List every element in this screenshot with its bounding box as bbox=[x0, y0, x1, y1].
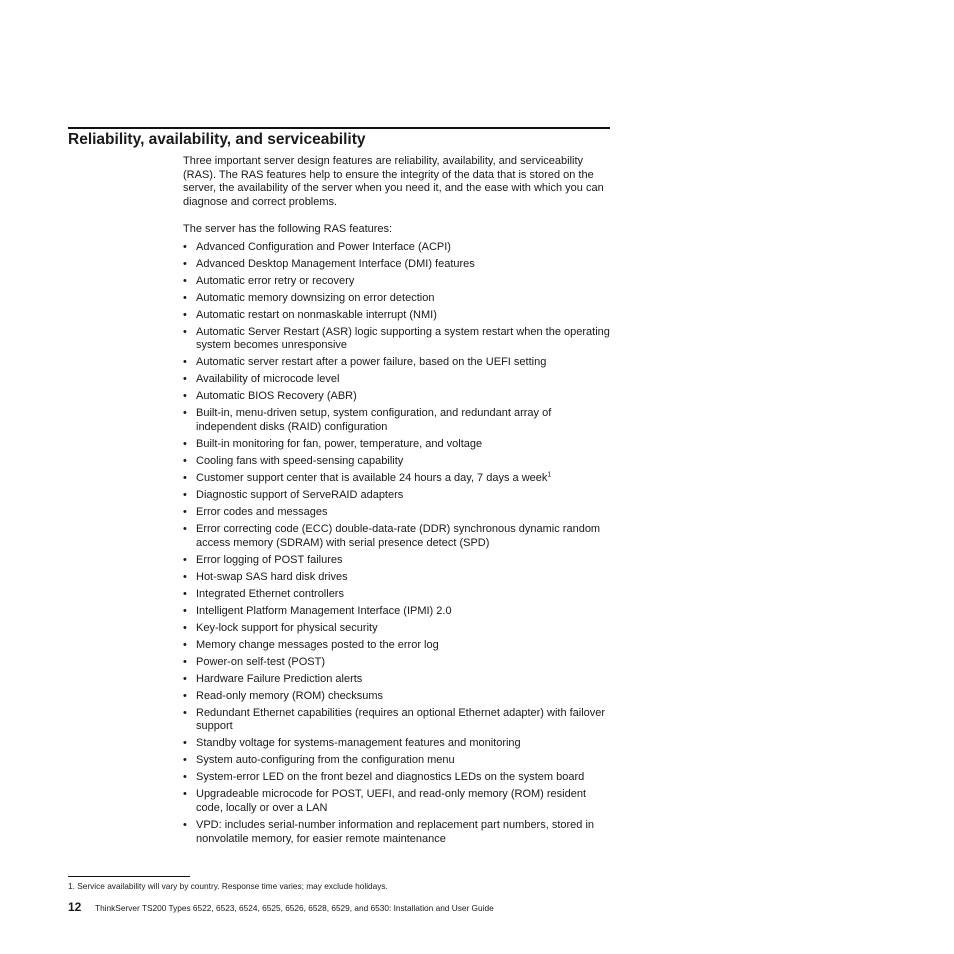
feature-item bbox=[183, 588, 613, 602]
bullet-icon: • bbox=[183, 291, 187, 304]
feature-text: Automatic BIOS Recovery (ABR) bbox=[196, 390, 357, 403]
feature-item bbox=[183, 754, 613, 768]
bullet-icon: • bbox=[183, 754, 187, 767]
feature-item bbox=[183, 819, 613, 846]
features-list bbox=[183, 241, 613, 847]
feature-item bbox=[183, 656, 613, 670]
feature-text: Automatic server restart after a power failure, based on the UEFI setting bbox=[196, 356, 547, 369]
feature-text: Diagnostic support of ServeRAID adapters bbox=[196, 488, 404, 501]
bullet-icon: • bbox=[183, 308, 187, 321]
bullet-icon: • bbox=[183, 454, 187, 467]
footnote-rule bbox=[68, 876, 190, 877]
bullet-icon: • bbox=[183, 819, 187, 832]
feature-text: System-error LED on the front bezel and diagnostics LEDs on the system board bbox=[196, 771, 585, 784]
feature-item bbox=[183, 455, 613, 469]
feature-text: Upgradeable microcode for POST, UEFI, and read-only memory (ROM) resident code, locally or over a LAN bbox=[196, 788, 587, 815]
bullet-icon: • bbox=[183, 373, 187, 386]
feature-item bbox=[183, 373, 613, 387]
feature-item bbox=[183, 771, 613, 785]
feature-item bbox=[183, 737, 613, 751]
feature-text: Customer support center that is available 24 hours a day, 7 days a week bbox=[196, 471, 548, 484]
feature-text: VPD: includes serial-number information and replacement part numbers, stored in nonvolatile memory, for easier remote maintenance bbox=[196, 819, 595, 845]
bullet-icon: • bbox=[183, 604, 187, 617]
bullet-icon: • bbox=[183, 638, 187, 651]
feature-item bbox=[183, 605, 613, 619]
feature-text: Integrated Ethernet controllers bbox=[196, 587, 344, 600]
feature-text: Automatic Server Restart (ASR) logic supporting a system restart when the operating system becomes unresponsive bbox=[196, 325, 610, 352]
feature-text: Advanced Configuration and Power Interface (ACPI) bbox=[196, 240, 451, 253]
bullet-icon: • bbox=[183, 325, 187, 338]
bullet-icon: • bbox=[183, 587, 187, 600]
feature-text: Hot-swap SAS hard disk drives bbox=[196, 570, 348, 583]
bullet-icon: • bbox=[183, 488, 187, 501]
bullet-icon: • bbox=[183, 570, 187, 583]
feature-text: Key-lock support for physical security bbox=[196, 621, 378, 634]
feature-item bbox=[183, 292, 613, 306]
feature-item bbox=[183, 407, 613, 434]
bullet-icon: • bbox=[183, 655, 187, 668]
feature-text: Hardware Failure Prediction alerts bbox=[196, 672, 363, 685]
bullet-icon: • bbox=[183, 257, 187, 270]
bullet-icon: • bbox=[183, 522, 187, 535]
feature-text: Built-in, menu-driven setup, system configuration, and redundant array of independent disks (RAID) configuration bbox=[196, 407, 552, 433]
feature-item bbox=[183, 571, 613, 585]
feature-text: Automatic error retry or recovery bbox=[196, 274, 355, 287]
feature-text: Error correcting code (ECC) double-data-rate (DDR) synchronous dynamic random access memory (SDRAM) with serial presence detect (SPD) bbox=[196, 522, 601, 549]
feature-text: Availability of microcode level bbox=[196, 373, 340, 386]
feature-text: Automatic memory downsizing on error detection bbox=[196, 291, 435, 304]
bullet-icon: • bbox=[183, 437, 187, 450]
bullet-icon: • bbox=[183, 553, 187, 566]
feature-item bbox=[183, 690, 613, 704]
bullet-icon: • bbox=[183, 737, 187, 750]
feature-item bbox=[183, 390, 613, 404]
footer-title: ThinkServer TS200 Types 6522, 6523, 6524, 6525, 6526, 6528, 6529, and 6530: Installation and User Guide bbox=[95, 903, 494, 913]
feature-item bbox=[183, 356, 613, 370]
bullet-icon: • bbox=[183, 689, 187, 702]
feature-item bbox=[183, 438, 613, 452]
feature-text: Standby voltage for systems-management features and monitoring bbox=[196, 737, 521, 750]
feature-item bbox=[183, 472, 613, 486]
feature-item bbox=[183, 309, 613, 323]
feature-item bbox=[183, 639, 613, 653]
feature-item bbox=[183, 554, 613, 568]
feature-text: Advanced Desktop Management Interface (DMI) features bbox=[196, 257, 475, 270]
feature-text: Memory change messages posted to the error log bbox=[196, 638, 439, 651]
bullet-icon: • bbox=[183, 471, 187, 484]
feature-item bbox=[183, 788, 613, 815]
section-rule bbox=[68, 127, 610, 129]
bullet-icon: • bbox=[183, 274, 187, 287]
feature-item bbox=[183, 489, 613, 503]
bullet-icon: • bbox=[183, 407, 187, 420]
feature-text: Error logging of POST failures bbox=[196, 553, 343, 566]
feature-item bbox=[183, 258, 613, 272]
feature-text: Power-on self-test (POST) bbox=[196, 655, 325, 668]
footnote-ref[interactable]: 1 bbox=[547, 471, 552, 479]
feature-text: Intelligent Platform Management Interface (IPMI) 2.0 bbox=[196, 604, 452, 617]
feature-item bbox=[183, 326, 613, 353]
feature-text: Error codes and messages bbox=[196, 505, 328, 518]
feature-text: Cooling fans with speed-sensing capability bbox=[196, 454, 404, 467]
page-number: 12 bbox=[68, 900, 82, 914]
bullet-icon: • bbox=[183, 505, 187, 518]
feature-text: Automatic restart on nonmaskable interrupt (NMI) bbox=[196, 308, 437, 321]
feature-text: Redundant Ethernet capabilities (requires an optional Ethernet adapter) with failover support bbox=[196, 706, 606, 733]
feature-item bbox=[183, 523, 613, 550]
feature-item bbox=[183, 622, 613, 636]
bullet-icon: • bbox=[183, 390, 187, 403]
bullet-icon: • bbox=[183, 672, 187, 685]
bullet-icon: • bbox=[183, 706, 187, 719]
features-lead: The server has the following RAS features: bbox=[183, 223, 393, 236]
bullet-icon: • bbox=[183, 621, 187, 634]
feature-item bbox=[183, 241, 613, 255]
feature-item bbox=[183, 707, 613, 734]
section-title: Reliability, availability, and serviceability bbox=[68, 131, 366, 148]
bullet-icon: • bbox=[183, 788, 187, 801]
bullet-icon: • bbox=[183, 771, 187, 784]
feature-text: Built-in monitoring for fan, power, temperature, and voltage bbox=[196, 437, 483, 450]
feature-item bbox=[183, 673, 613, 687]
bullet-icon: • bbox=[183, 356, 187, 369]
feature-item bbox=[183, 275, 613, 289]
feature-text: Read-only memory (ROM) checksums bbox=[196, 689, 384, 702]
feature-text: System auto-configuring from the configuration menu bbox=[196, 754, 455, 767]
intro-paragraph: Three important server design features are reliability, availability, and serviceability (RAS). The RAS features help to ensure the integrity of the data that is stored on the server, the availability of the server when you need it, and the ease with which you can diagnose and correct problems. bbox=[183, 155, 604, 209]
bullet-icon: • bbox=[183, 240, 187, 253]
section-body bbox=[183, 155, 613, 850]
footnote: 1. Service availability will vary by country. Response time varies; may exclude holidays. bbox=[68, 881, 388, 891]
feature-item bbox=[183, 506, 613, 520]
